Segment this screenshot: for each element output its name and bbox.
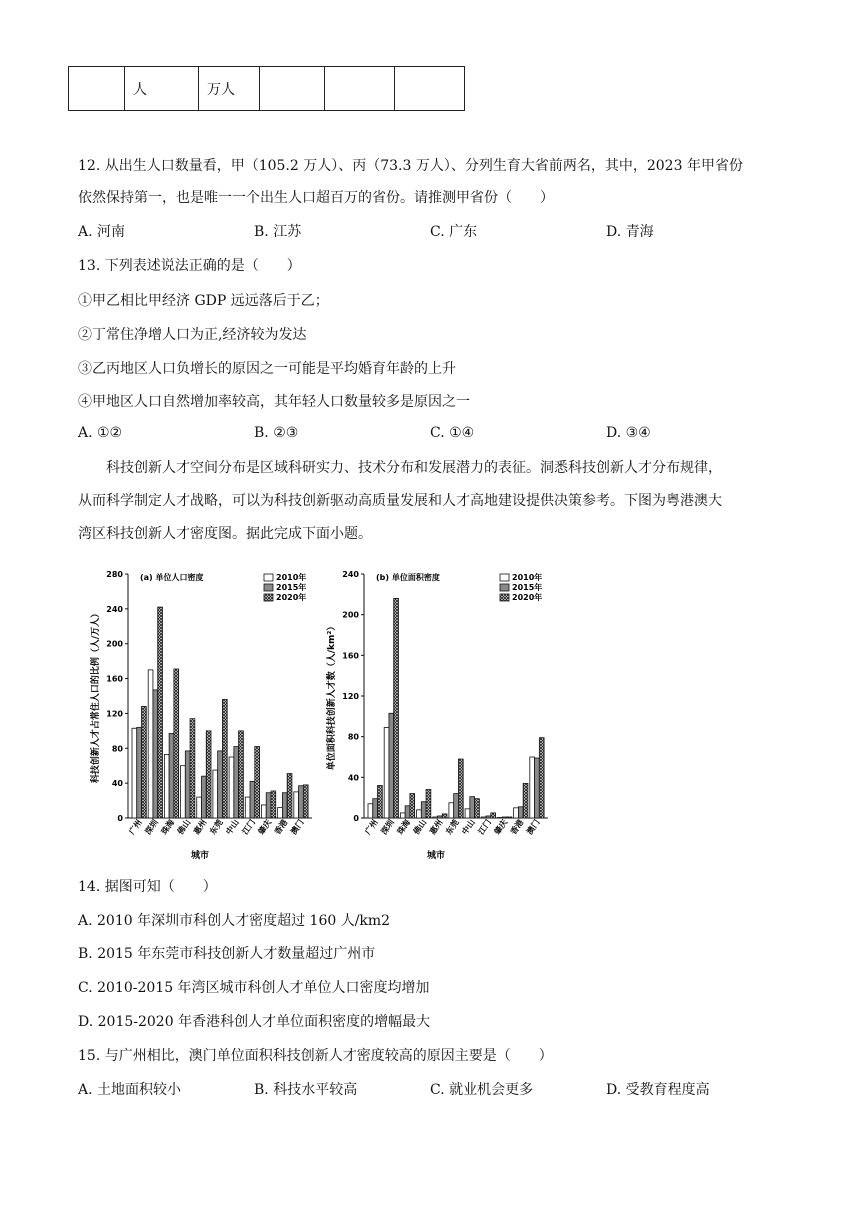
x-tick-label: 珠海 (159, 817, 177, 837)
bar (373, 799, 378, 818)
x-tick-label: 东莞 (208, 817, 225, 837)
q15-option-a[interactable]: A. 土地面积较小 (78, 1082, 182, 1098)
q14-option-c[interactable]: C. 2010-2015 年湾区城市科创人才单位人口密度均增加 (78, 980, 430, 996)
y-axis-label: 科技创新人才占常住人口的比例（人/万人） (91, 608, 101, 784)
x-tick-label: 惠州 (427, 817, 445, 837)
bar (153, 690, 158, 818)
legend-swatch (500, 594, 509, 601)
y-tick-label: 240 (106, 604, 123, 614)
bar (502, 817, 507, 818)
bar (213, 770, 218, 818)
x-tick-label: 澳门 (289, 817, 306, 837)
y-tick-label: 240 (342, 570, 359, 579)
bar (158, 607, 163, 818)
bar (368, 804, 373, 818)
bar (282, 793, 287, 818)
bar (245, 797, 250, 818)
x-tick-label: 惠州 (191, 817, 209, 837)
bar (299, 786, 304, 818)
bar (530, 757, 535, 818)
table-cell (260, 67, 325, 111)
bar (294, 792, 299, 818)
q14-option-a[interactable]: A. 2010 年深圳市科创人才密度超过 160 人/km2 (78, 913, 391, 929)
x-tick-label: 佛山 (411, 817, 429, 837)
bar (229, 757, 234, 818)
bar (271, 791, 276, 818)
bar (417, 810, 422, 818)
x-tick-label: 广州 (127, 817, 144, 837)
x-tick-label: 深圳 (379, 817, 396, 837)
q15-option-c[interactable]: C. 就业机会更多 (430, 1082, 534, 1098)
legend-entry: 2015年 (276, 583, 307, 592)
x-tick-label: 香港 (508, 817, 526, 837)
bar (539, 738, 544, 818)
bar (148, 670, 153, 818)
q13-statement-3: ③乙丙地区人口负增长的原因之一可能是平均婚育年龄的上升 (78, 361, 456, 377)
bar (400, 813, 405, 818)
bar (142, 706, 147, 818)
x-tick-label: 肇庆 (492, 817, 510, 837)
table-cell (395, 67, 465, 111)
y-tick-label: 40 (347, 773, 359, 783)
intro-line-3: 湾区科技创新人才密度图。据此完成下面小题。 (78, 526, 372, 542)
bar (181, 766, 186, 818)
y-tick-label: 40 (111, 779, 123, 789)
bar (437, 816, 442, 818)
bar (197, 797, 202, 818)
bar (535, 758, 540, 818)
table-cell (325, 67, 395, 111)
bar (222, 699, 227, 818)
q14-option-b[interactable]: B. 2015 年东莞市科技创新人才数量超过广州市 (78, 946, 376, 962)
bar (261, 805, 266, 818)
y-tick-label: 120 (106, 709, 123, 719)
x-tick-label: 江门 (476, 817, 494, 837)
bar (234, 747, 239, 818)
bar (378, 785, 383, 818)
q13-option-d[interactable]: D. ③④ (606, 425, 651, 441)
bar (454, 794, 459, 818)
y-tick-label: 0 (117, 814, 123, 823)
legend-swatch (500, 584, 509, 591)
y-tick-label: 80 (111, 744, 123, 754)
q12-option-a[interactable]: A. 河南 (78, 224, 126, 240)
q15-option-d[interactable]: D. 受教育程度高 (606, 1082, 710, 1098)
bar (410, 794, 415, 818)
x-tick-label: 中山 (224, 817, 241, 837)
table-cell (69, 67, 125, 111)
q15-option-b[interactable]: B. 科技水平较高 (254, 1082, 358, 1098)
q12-stem-line2: 依然保持第一，也是唯一一个出生人口超百万的省份。请推测甲省份（ ） (78, 190, 554, 206)
table-row (69, 67, 465, 111)
bar (507, 817, 512, 818)
bar (518, 807, 523, 818)
bar (190, 719, 195, 818)
intro-line-2: 从而科学制定人才战略，可以为科技创新驱动高质量发展和人才高地建设提供决策参考。下图为粤港澳大 (78, 493, 722, 509)
bar (421, 802, 426, 818)
x-axis-label: 城市 (190, 851, 210, 861)
table-cell: 万人 (199, 67, 260, 111)
bar (384, 728, 389, 818)
bar (278, 808, 283, 818)
legend-entry: 2010年 (512, 573, 543, 582)
q13-statement-1: ①甲乙相比甲经济 GDP 远远落后于乙； (78, 293, 329, 309)
table-cell: 人 (125, 67, 199, 111)
legend-swatch (264, 584, 273, 591)
bar (389, 713, 394, 818)
x-tick-label: 广州 (363, 817, 380, 837)
x-tick-label: 东莞 (444, 817, 461, 837)
intro-paragraph (78, 452, 778, 551)
bar (201, 776, 206, 818)
bar (394, 598, 399, 818)
bar (169, 733, 174, 818)
q12-option-c[interactable]: C. 广东 (430, 224, 478, 240)
bar (475, 799, 480, 818)
table-fragment (68, 66, 465, 111)
x-tick-label: 深圳 (143, 817, 160, 837)
legend-entry: 2020年 (512, 593, 543, 602)
chart-title: (a) 单位人口密度 (140, 573, 204, 582)
legend-entry: 2010年 (276, 573, 307, 582)
bar (486, 816, 491, 818)
y-tick-label: 280 (106, 570, 123, 579)
legend-swatch (500, 574, 509, 581)
q12-option-d[interactable]: D. 青海 (606, 224, 654, 240)
x-tick-label: 佛山 (175, 817, 193, 837)
y-axis-label: 单位面积科技创新人才数（人/km²） (327, 621, 337, 771)
bar (442, 814, 447, 818)
bar (206, 731, 211, 818)
q13-statement-2: ②丁常住净增人口为正,经济较为发达 (78, 327, 307, 343)
legend-entry: 2015年 (512, 583, 543, 592)
y-tick-label: 0 (353, 814, 359, 823)
x-axis-label: 城市 (426, 851, 446, 861)
x-tick-label: 江门 (240, 817, 258, 837)
q13-option-a[interactable]: A. ①② (78, 425, 123, 441)
bar (449, 803, 454, 818)
bar (426, 790, 431, 818)
y-tick-label: 160 (106, 674, 123, 684)
bar (266, 793, 271, 818)
y-tick-label: 80 (347, 732, 359, 742)
legend-swatch (264, 574, 273, 581)
chart-unit-population-density (86, 562, 318, 862)
q13-option-b[interactable]: B. ②③ (254, 425, 299, 441)
y-tick-label: 200 (342, 610, 359, 620)
q13-option-c[interactable]: C. ①④ (430, 425, 475, 441)
bar (405, 806, 410, 818)
x-tick-label: 澳门 (525, 817, 542, 837)
bar (132, 728, 137, 818)
q14-option-d[interactable]: D. 2015-2020 年香港科创人才单位面积密度的增幅最大 (78, 1014, 431, 1030)
legend-swatch (264, 594, 273, 601)
x-tick-label: 香港 (272, 817, 290, 837)
q13-stem: 13. 下列表述说法正确的是（ ） (78, 258, 301, 274)
bar (523, 783, 528, 818)
q13-statement-4: ④甲地区人口自然增加率较高，其年轻人口数量较多是原因之一 (78, 394, 470, 410)
bar (514, 808, 519, 818)
bar (303, 785, 308, 818)
bar (491, 813, 496, 818)
bar (164, 754, 169, 818)
bar (255, 747, 260, 818)
q12-option-b[interactable]: B. 江苏 (254, 224, 302, 240)
intro-line-1: 科技创新人才空间分布是区域科研实力、技术分布和发展潜力的表征。洞悉科技创新人才分布规律， (106, 460, 722, 476)
bar (174, 669, 179, 818)
bar (287, 774, 292, 818)
bar (458, 759, 463, 818)
bar (250, 781, 255, 818)
bar (239, 731, 244, 818)
y-tick-label: 200 (106, 639, 123, 649)
x-tick-label: 珠海 (395, 817, 413, 837)
y-tick-label: 160 (342, 651, 359, 661)
x-tick-label: 中山 (460, 817, 477, 837)
bar (137, 727, 142, 818)
q14-stem: 14. 据图可知（ ） (78, 879, 217, 895)
x-tick-label: 肇庆 (256, 817, 274, 837)
chart-unit-area-density (322, 562, 554, 862)
legend-entry: 2020年 (276, 593, 307, 602)
bar (465, 809, 470, 818)
q12-stem-line1: 12. 从出生人口数量看，甲（105.2 万人）、丙（73.3 万人）、分列生育大省前两名，其中，2023 年甲省份 (78, 158, 743, 174)
bar (218, 751, 223, 818)
y-tick-label: 120 (342, 692, 359, 701)
bar (470, 797, 475, 818)
chart-title: (b) 单位面积密度 (376, 573, 440, 582)
q15-stem: 15. 与广州相比，澳门单位面积科技创新人才密度较高的原因主要是（ ） (78, 1048, 553, 1064)
bar (185, 751, 190, 818)
